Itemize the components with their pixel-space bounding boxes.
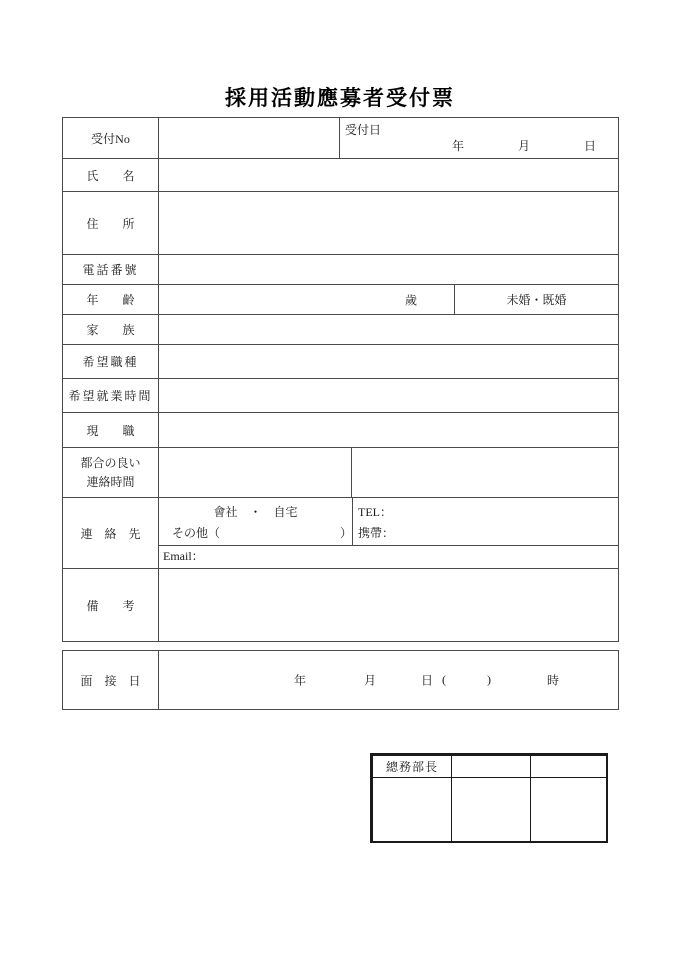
reception-date-day-label: 日	[584, 139, 597, 153]
age-unit-label: 歲	[405, 293, 418, 307]
phone-field	[158, 255, 618, 284]
approval-header-row	[372, 755, 606, 777]
contact-detail-area	[158, 498, 618, 568]
approval-stamp-cell-3	[530, 778, 606, 841]
family-field	[158, 315, 618, 344]
contact-place-cell	[159, 498, 352, 545]
contact-time-label-line1: 都合の良い	[80, 455, 141, 470]
contact-top-subrow	[159, 498, 618, 546]
desired-job-type-field	[158, 345, 618, 378]
reception-date-month-label: 月	[518, 139, 531, 153]
contact-email-cell: Email：	[163, 549, 204, 564]
address-field	[158, 192, 618, 254]
interview-date-table	[62, 650, 619, 710]
desired-work-hours-label: 希望就業時間	[68, 389, 153, 403]
family-row	[63, 314, 618, 344]
interview-year-label: 年	[294, 673, 307, 688]
reception-date-cell	[339, 118, 618, 158]
reception-row	[63, 118, 618, 158]
desired-work-hours-row	[63, 378, 618, 412]
age-field	[158, 285, 454, 314]
marital-status-cell: 未婚・既婚	[454, 285, 618, 314]
interview-weekday-paren-open: (	[442, 672, 446, 687]
address-row	[63, 191, 618, 254]
interview-date-field	[158, 651, 618, 709]
contact-other-option: その他（ ）	[172, 526, 353, 540]
age-row	[63, 284, 618, 314]
interview-hour-label: 時	[547, 673, 560, 688]
contact-row	[63, 497, 618, 568]
family-label: 家 族	[86, 323, 135, 337]
interview-weekday-paren-close: )	[487, 672, 491, 687]
approval-stamp-row	[372, 777, 606, 841]
current-job-row	[63, 412, 618, 447]
desired-work-hours-field	[158, 379, 618, 412]
contact-time-field-right	[351, 448, 618, 497]
name-row	[63, 158, 618, 191]
current-job-field	[158, 413, 618, 447]
contact-time-label	[63, 448, 158, 497]
applicant-form-table	[62, 117, 619, 642]
reception-no-label: 受付No	[91, 131, 130, 146]
approval-stamp-cell-1	[372, 778, 451, 841]
interview-month-label: 月	[364, 673, 377, 688]
reception-date-label: 受付日	[345, 123, 382, 137]
contact-time-label-line2: 連絡時間	[86, 474, 135, 489]
interview-date-row	[63, 651, 618, 709]
interview-date-label: 面 接 日	[80, 673, 141, 688]
contact-time-row	[63, 447, 618, 497]
remarks-row	[63, 568, 618, 641]
contact-mobile-label: 携帶：	[358, 526, 395, 540]
name-field	[158, 159, 618, 191]
remarks-label: 備 考	[86, 598, 135, 613]
page-title: 採用活動應募者受付票	[225, 86, 455, 110]
contact-time-field-left	[158, 448, 351, 497]
name-label: 氏 名	[86, 168, 135, 183]
address-label: 住 所	[86, 216, 135, 231]
approval-stamp-cell-2	[451, 778, 530, 841]
contact-company-home-options: 會社 ・ 自宅	[213, 505, 298, 519]
phone-row	[63, 254, 618, 284]
reception-date-year-label: 年	[452, 139, 465, 153]
remarks-field	[158, 569, 618, 641]
desired-job-type-row	[63, 344, 618, 378]
desired-job-type-label: 希望職種	[82, 355, 139, 369]
reception-no-field	[158, 118, 339, 158]
contact-tel-label: TEL：	[358, 505, 392, 519]
general-affairs-manager-label: 總務部長	[372, 756, 451, 777]
approval-header-cell-2	[451, 756, 530, 777]
phone-label: 電話番號	[82, 263, 139, 277]
current-job-label: 現 職	[86, 423, 135, 438]
interview-day-label: 日	[421, 673, 434, 688]
contact-label: 連 絡 先	[80, 526, 141, 541]
approval-header-cell-3	[530, 756, 606, 777]
approval-stamp-table	[370, 753, 608, 843]
contact-phone-cell	[352, 498, 618, 545]
age-label: 年 齡	[86, 293, 135, 307]
